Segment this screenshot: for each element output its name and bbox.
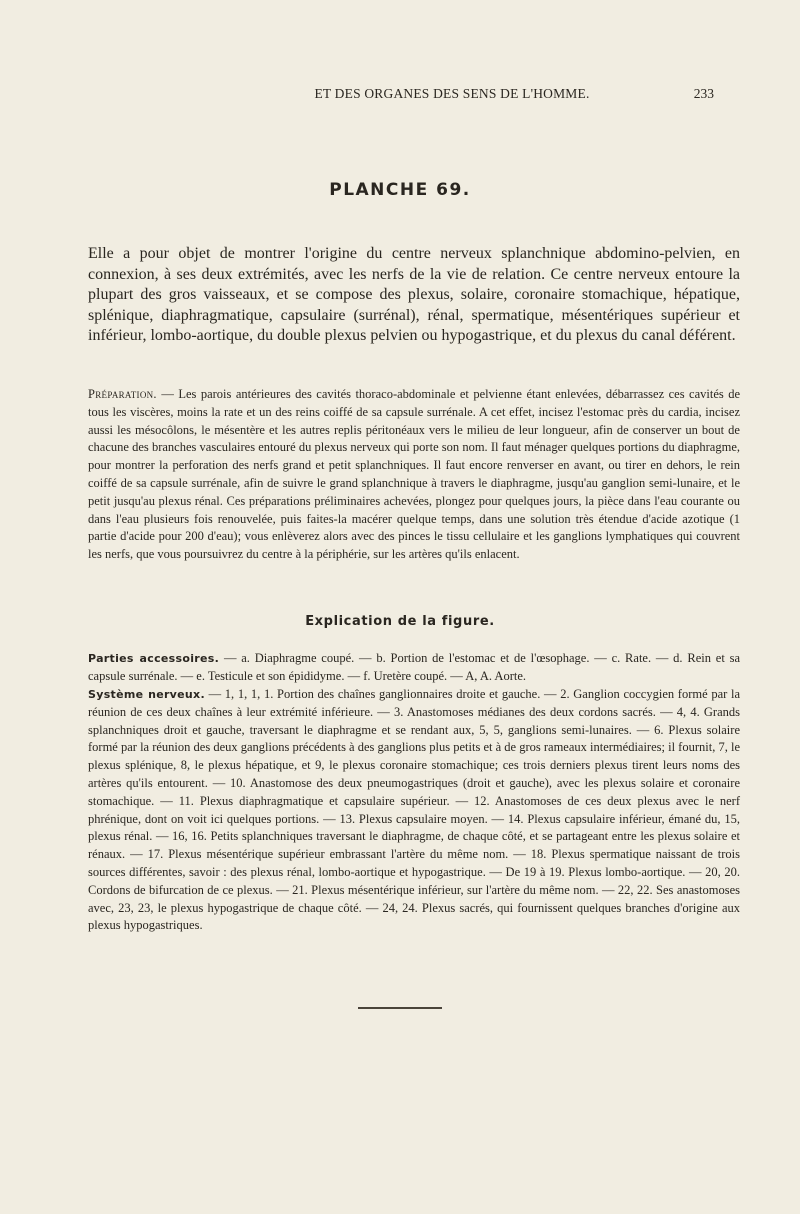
plate-title: PLANCHE 69. <box>329 180 471 200</box>
preparation-paragraph <box>88 386 740 564</box>
nervous-system-text: — 1, 1, 1, 1. Portion des chaînes ganglionnaires droite et gauche. — 2. Ganglion coccygien formé par la réunion de ces deux chaînes à leur extrémité inférieure. — 3. Anastomoses médianes des deux cordons sacrés. — 4, 4. Grands splanchniques droit et gauche, traversant le diaphragme et se rendant aux, 5, 5, ganglions semi-lunaires. — 6. Plexus solaire formé par la réunion des deux ganglions précédents à des ganglions plus petits et à de gros rameaux intermédiaires; il fournit, 7, le plexus splénique, 8, le plexus hépatique, et 9, le plexus coronaire stomachique; ces trois derniers plexus tirent leurs noms des artères qu'ils entourent. — 10. Anastomose des deux pneumogastriques (droit et gauche), avec les plexus solaire et coronaire stomachique. — 11. Plexus diaphragmatique et capsulaire supérieur. — 12. Anastomoses de ces deux plexus avec le nerf phrénique, dont on voit ici quelques portions. — 13. Plexus capsulaire moyen. — 14. Plexus capsulaire inférieur, émané du, 15, plexus rénal. — 16, 16. Petits splanchniques traversant le diaphragme, de chaque côté, et se partageant entre les plexus solaire et rénaux. — 17. Plexus mésentérique supérieur embrassant l'artère du même nom. — 18. Plexus spermatique naissant de trois sources différentes, savoir : des plexus rénal, lombo-aortique et hypogastrique. — De 19 à 19. Plexus lombo-aortique. — 20, 20. Cordons de bifurcation de ce plexus. — 21. Plexus mésentérique inférieur, sur l'artère du même nom. — 22, 22. Ses anastomoses avec, 23, 23, le plexus hypogastrique de chaque côté. — 24, 24. Plexus sacrés, qui fournissent quelques branches d'origine aux plexus hypogastriques. <box>88 687 740 933</box>
nervous-system-paragraph <box>88 686 740 935</box>
running-title: ET DES ORGANES DES SENS DE L'HOMME. <box>314 86 590 101</box>
explanation-title: Explication de la figure. <box>305 614 495 629</box>
nervous-system-label: Système nerveux. <box>88 688 205 701</box>
intro-paragraph: Elle a pour objet de montrer l'origine du centre nerveux splanchnique abdomino-pelvien, en connexion, à ses deux extrémités, avec les nerfs de la vie de relation. Ce centre nerveux entoure la plupart des gros vaisseaux, et se compose des plexus, solaire, coronaire stomachique, hépatique, splénique, diaphragmatique, capsulaire (surrénal), rénal, spermatique, mésentériques supérieur et inférieur, lombo-aortique, du double plexus pelvien ou hypogastrique, et du plexus du canal déférent. <box>88 245 740 344</box>
accessory-parts-label: Parties accessoires. <box>88 652 220 665</box>
running-head <box>60 86 714 106</box>
page-number: 233 <box>693 86 714 101</box>
preparation-label: Préparation. <box>88 387 157 401</box>
preparation-text: — Les parois antérieures des cavités thoraco-abdominale et pelvienne étant enlevées, débarrassez ces cavités de tous les viscères, moins la rate et un des reins coiffé de sa capsule surrénale. A cet effet, incisez l'estomac près du cardia, incisez aussi les mésocôlons, le mésentère et les autres replis péritonéaux vers le milieu de leur longueur, afin de conserver un bout de chacune des branches vasculaires entouré du plexus nerveux qui porte son nom. Il faut ménager quelques portions du diaphragme, pour montrer la perforation des nerfs grand et petit splanchniques. Il faut encore renverser en avant, ou tirer en dehors, le rein coiffé de sa capsule surrénale, afin de suivre le grand splanchnique à travers le diaphragme, jusqu'au ganglion semi-lunaire, et le petit jusqu'au plexus rénal. Ces préparations préliminaires achevées, plongez pour quelques jours, la pièce dans l'eau courante ou dans l'eau plusieurs fois renouvelée, puis faites-la macérer quelque temps, dans une solution très étendue d'acide azotique (1 partie d'acide pour 200 d'eau); vous enlèverez alors avec des pinces le tissu cellulaire et les ganglions lymphatiques qui couvrent les nerfs, que vous poursuivrez du centre à la périphérie, sur les artères qu'ils enlacent. <box>88 387 740 562</box>
closing-rule <box>358 1007 442 1009</box>
accessory-parts-paragraph <box>88 650 740 686</box>
accessory-parts-text: — a. Diaphragme coupé. — b. Portion de l'estomac et de l'œsophage. — c. Rate. — d. Rein et sa capsule surrénale. — e. Testicule et son épididyme. — f. Uretère coupé. — A, A. Aorte. <box>88 651 741 683</box>
